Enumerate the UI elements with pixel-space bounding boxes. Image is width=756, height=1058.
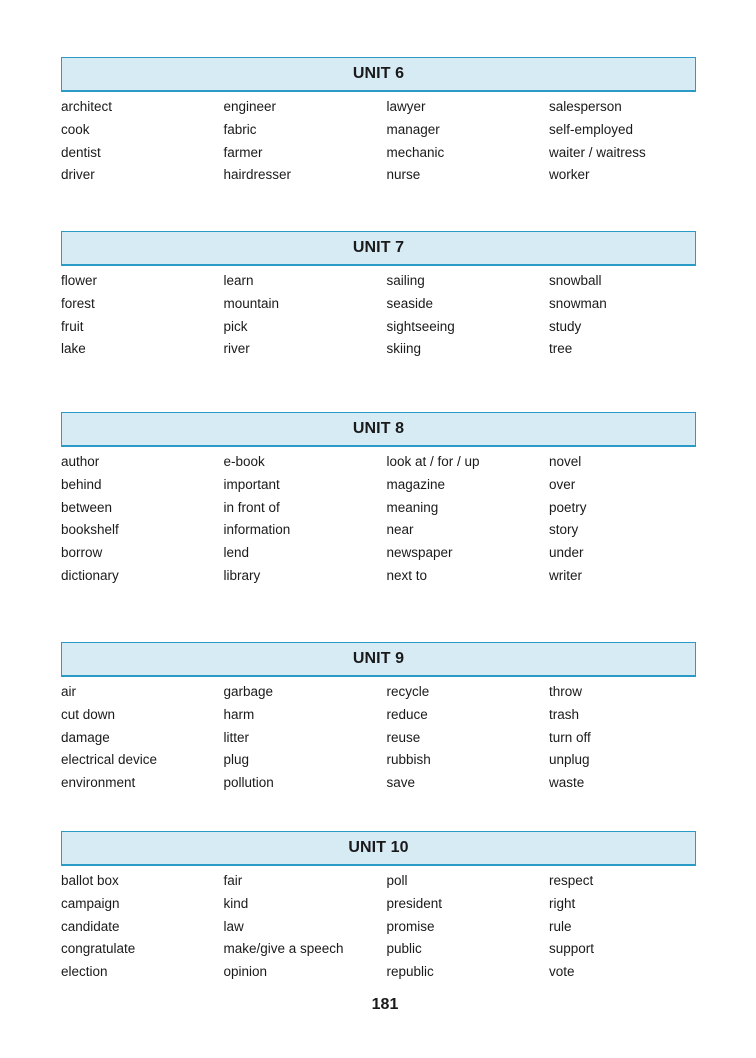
vocab-word: make/give a speech [223, 941, 344, 957]
vocab-word: dentist [61, 144, 101, 160]
word-list [61, 870, 696, 984]
vocab-word: information [223, 522, 291, 538]
unit-6-section [61, 57, 696, 187]
vocab-word: save [386, 775, 416, 790]
vocab-word: support [549, 941, 595, 957]
word-list [61, 681, 696, 795]
vocab-word: mechanic [386, 144, 445, 160]
vocab-word: poll [386, 873, 408, 888]
vocab-word: next to [386, 567, 428, 583]
vocab-word: bookshelf [61, 522, 119, 538]
vocab-word: fair [223, 873, 243, 888]
vocab-word: reduce [386, 706, 428, 722]
unit-title: UNIT 10 [61, 831, 696, 866]
unit-title: UNIT 6 [61, 57, 696, 92]
vocab-word: river [223, 341, 250, 357]
word-list [61, 451, 696, 588]
vocab-word: pick [223, 318, 248, 334]
vocab-word: opinion [223, 964, 268, 979]
vocab-word: between [61, 499, 113, 515]
vocab-word: forest [61, 295, 95, 311]
vocab-word: learn [223, 273, 254, 288]
vocab-word: waiter / waitress [549, 144, 646, 160]
unit-10-section [61, 831, 696, 984]
vocab-word: snowball [549, 273, 602, 288]
word-list [61, 270, 696, 361]
vocab-word: respect [549, 873, 594, 888]
vocab-word: important [223, 476, 280, 492]
vocab-word: promise [386, 918, 435, 934]
vocab-word: law [223, 918, 244, 934]
vocab-word: congratulate [61, 941, 136, 957]
vocab-word: story [549, 522, 579, 538]
word-list [61, 96, 696, 187]
vocab-word: borrow [61, 545, 103, 560]
vocab-word: hairdresser [223, 167, 292, 183]
vocab-word: newspaper [386, 545, 453, 560]
vocab-word: kind [223, 895, 249, 911]
vocab-word: manager [386, 121, 440, 137]
vocab-word: fabric [223, 121, 257, 137]
vocab-word: recycle [386, 684, 430, 699]
vocab-word: nurse [386, 167, 421, 183]
vocab-word: library [223, 567, 261, 583]
vocab-word: air [61, 684, 77, 699]
vocab-word: harm [223, 706, 255, 722]
vocab-word: president [386, 895, 443, 911]
unit-8-section [61, 412, 696, 588]
vocab-word: vote [549, 964, 575, 979]
vocab-word: study [549, 318, 582, 334]
vocab-word: over [549, 476, 576, 492]
vocab-word: novel [549, 454, 582, 469]
vocab-word: plug [223, 752, 250, 768]
vocab-word: under [549, 545, 584, 560]
vocab-word: architect [61, 99, 113, 114]
vocab-word: ballot box [61, 873, 119, 888]
vocab-word: litter [223, 729, 250, 745]
vocab-word: environment [61, 775, 136, 790]
unit-title: UNIT 8 [61, 412, 696, 447]
vocab-word: worker [549, 167, 590, 183]
vocab-word: lawyer [386, 99, 426, 114]
vocab-word: snowman [549, 295, 607, 311]
vocab-word: sailing [386, 273, 425, 288]
vocab-word: near [386, 522, 414, 538]
vocab-word: e-book [223, 454, 265, 469]
vocab-word: election [61, 964, 108, 979]
vocab-word: mountain [223, 295, 280, 311]
vocab-word: magazine [386, 476, 446, 492]
vocab-word: look at / for / up [386, 454, 480, 469]
unit-title: UNIT 9 [61, 642, 696, 677]
vocab-word: cut down [61, 706, 116, 722]
vocab-word: pollution [223, 775, 274, 790]
vocab-word: engineer [223, 99, 277, 114]
vocab-word: fruit [61, 318, 84, 334]
vocab-word: driver [61, 167, 95, 183]
vocab-word: right [549, 895, 576, 911]
vocab-word: lake [61, 341, 86, 357]
vocab-word: salesperson [549, 99, 622, 114]
vocab-word: sightseeing [386, 318, 455, 334]
vocab-word: seaside [386, 295, 434, 311]
unit-9-section [61, 642, 696, 795]
vocab-word: unplug [549, 752, 590, 768]
vocab-word: turn off [549, 729, 591, 745]
vocab-word: electrical device [61, 752, 158, 768]
vocab-word: garbage [223, 684, 274, 699]
vocab-word: poetry [549, 499, 587, 515]
vocab-word: candidate [61, 918, 120, 934]
vocab-word: waste [549, 775, 585, 790]
vocab-word: flower [61, 273, 98, 288]
vocab-word: self-employed [549, 121, 634, 137]
vocab-word: damage [61, 729, 110, 745]
vocab-word: cook [61, 121, 90, 137]
vocab-word: in front of [223, 499, 280, 515]
page-number: 181 [371, 996, 399, 1013]
vocab-word: public [386, 941, 422, 957]
vocab-word: dictionary [61, 567, 119, 583]
vocab-word: lend [223, 545, 250, 560]
unit-title: UNIT 7 [61, 231, 696, 266]
vocab-word: rule [549, 918, 572, 934]
vocab-word: author [61, 454, 100, 469]
vocab-word: farmer [223, 144, 263, 160]
vocab-word: trash [549, 706, 580, 722]
vocab-word: rubbish [386, 752, 431, 768]
unit-7-section [61, 231, 696, 361]
vocab-word: throw [549, 684, 583, 699]
vocab-word: skiing [386, 341, 422, 357]
vocab-word: behind [61, 476, 102, 492]
vocab-word: writer [549, 567, 582, 583]
vocab-word: republic [386, 964, 434, 979]
vocab-word: tree [549, 341, 573, 357]
vocab-word: reuse [386, 729, 421, 745]
vocab-word: meaning [386, 499, 439, 515]
vocab-word: campaign [61, 895, 120, 911]
